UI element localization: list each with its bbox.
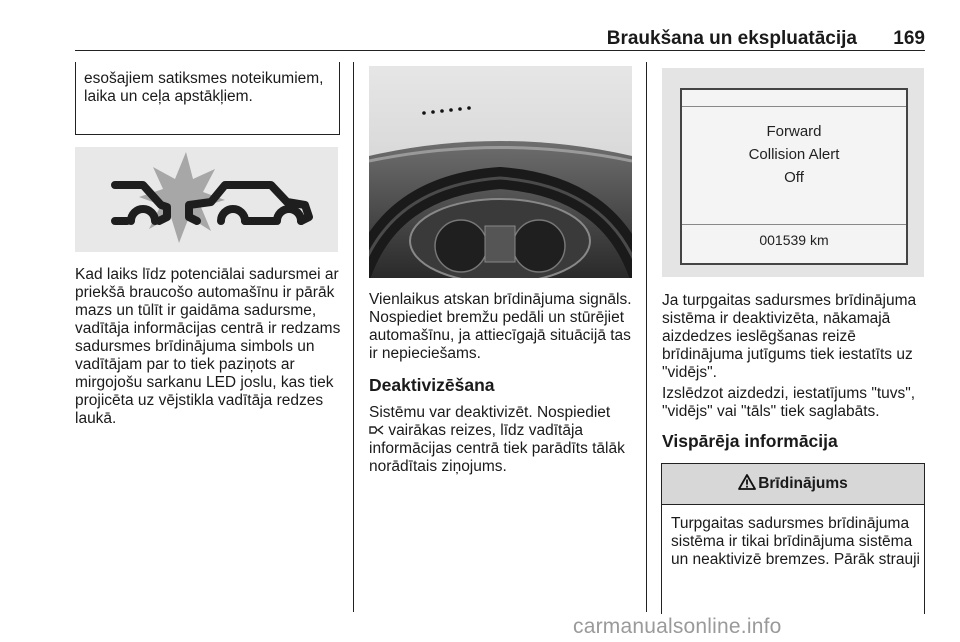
deactivation-heading: Deaktivizēšana <box>369 375 495 395</box>
column-divider-2 <box>646 62 647 612</box>
page-header <box>75 28 925 51</box>
col3-paragraph-2: Izslēdzot aizdedzi, iestatījums "tuvs", "vidējs" vai "tāls" tiek saglabāts. <box>662 385 916 420</box>
display-line-collision-alert: Collision Alert <box>748 146 840 163</box>
col2-paragraph-1: Vienlaikus atskan brīdinājuma signāls. Nospiediet bremžu pedāli un stūrējiet automašīnu, ja attiecīgajā situācijā tas ir nepieciešams. <box>369 291 632 362</box>
watermark: carmanualsonline.info <box>573 615 782 638</box>
continued-warning-box <box>75 62 340 135</box>
display-line-off: Off <box>784 169 804 186</box>
warning-triangle-icon <box>738 474 756 490</box>
column-divider-1 <box>353 62 354 612</box>
section-title: Braukšana un ekspluatācija <box>606 28 857 49</box>
dashboard-windshield-led-photo <box>369 66 632 278</box>
forward-collision-alert-icon <box>75 147 338 252</box>
continued-warning-text: esošajiem satiksmes noteikumiem, laika un ceļa apstākļiem. <box>84 70 324 105</box>
col1-paragraph: Kad laiks līdz potenciālai sadursmei ar priekšā braucošo automašīnu ir pārāk mazs un tūlīt ir gaidāma sadursme, vadītāja informācijas centrā ir redzams sadursmes brīdinājuma simbols un vadītājam par to tiek paziņots ar mirgojošu sarkanu LED joslu, kas tiek projicēta uz vējstikla vadītāja redzes laukā. <box>75 266 341 427</box>
page-number: 169 <box>893 28 925 49</box>
col3-paragraph-1: Ja turpgaitas sadursmes brīdinājuma sistēma ir deaktivizēta, nākamajā aizdedzes ieslēgšanas reizē brīdinājuma jutīgums tiek iestatīts uz "vidējs". <box>662 292 917 381</box>
col2-paragraph-2-start: Sistēmu var deaktivizēt. Nospiediet <box>369 404 611 421</box>
display-line-forward: Forward <box>766 123 822 140</box>
warning-text: Turpgaitas sadursmes brīdinājuma sistēma ir tikai brīdinājuma sistēma un neaktivizē bremzes. Pārāk strauji <box>671 515 920 568</box>
col2-paragraph-2 <box>369 404 639 476</box>
warning-header <box>662 464 924 505</box>
col2-paragraph-2-end: vairākas reizes, līdz vadītāja informācijas centrā tiek parādīts tālāk norādītais ziņojums. <box>369 422 625 475</box>
steering-button-icon <box>369 424 384 437</box>
general-info-heading: Vispārēja informācija <box>662 431 838 451</box>
driver-info-display <box>680 88 908 265</box>
warning-box <box>661 463 925 614</box>
display-odometer: 001539 km <box>759 232 829 248</box>
driver-info-display-photo <box>662 68 924 277</box>
warning-title: Brīdinājums <box>758 475 848 492</box>
